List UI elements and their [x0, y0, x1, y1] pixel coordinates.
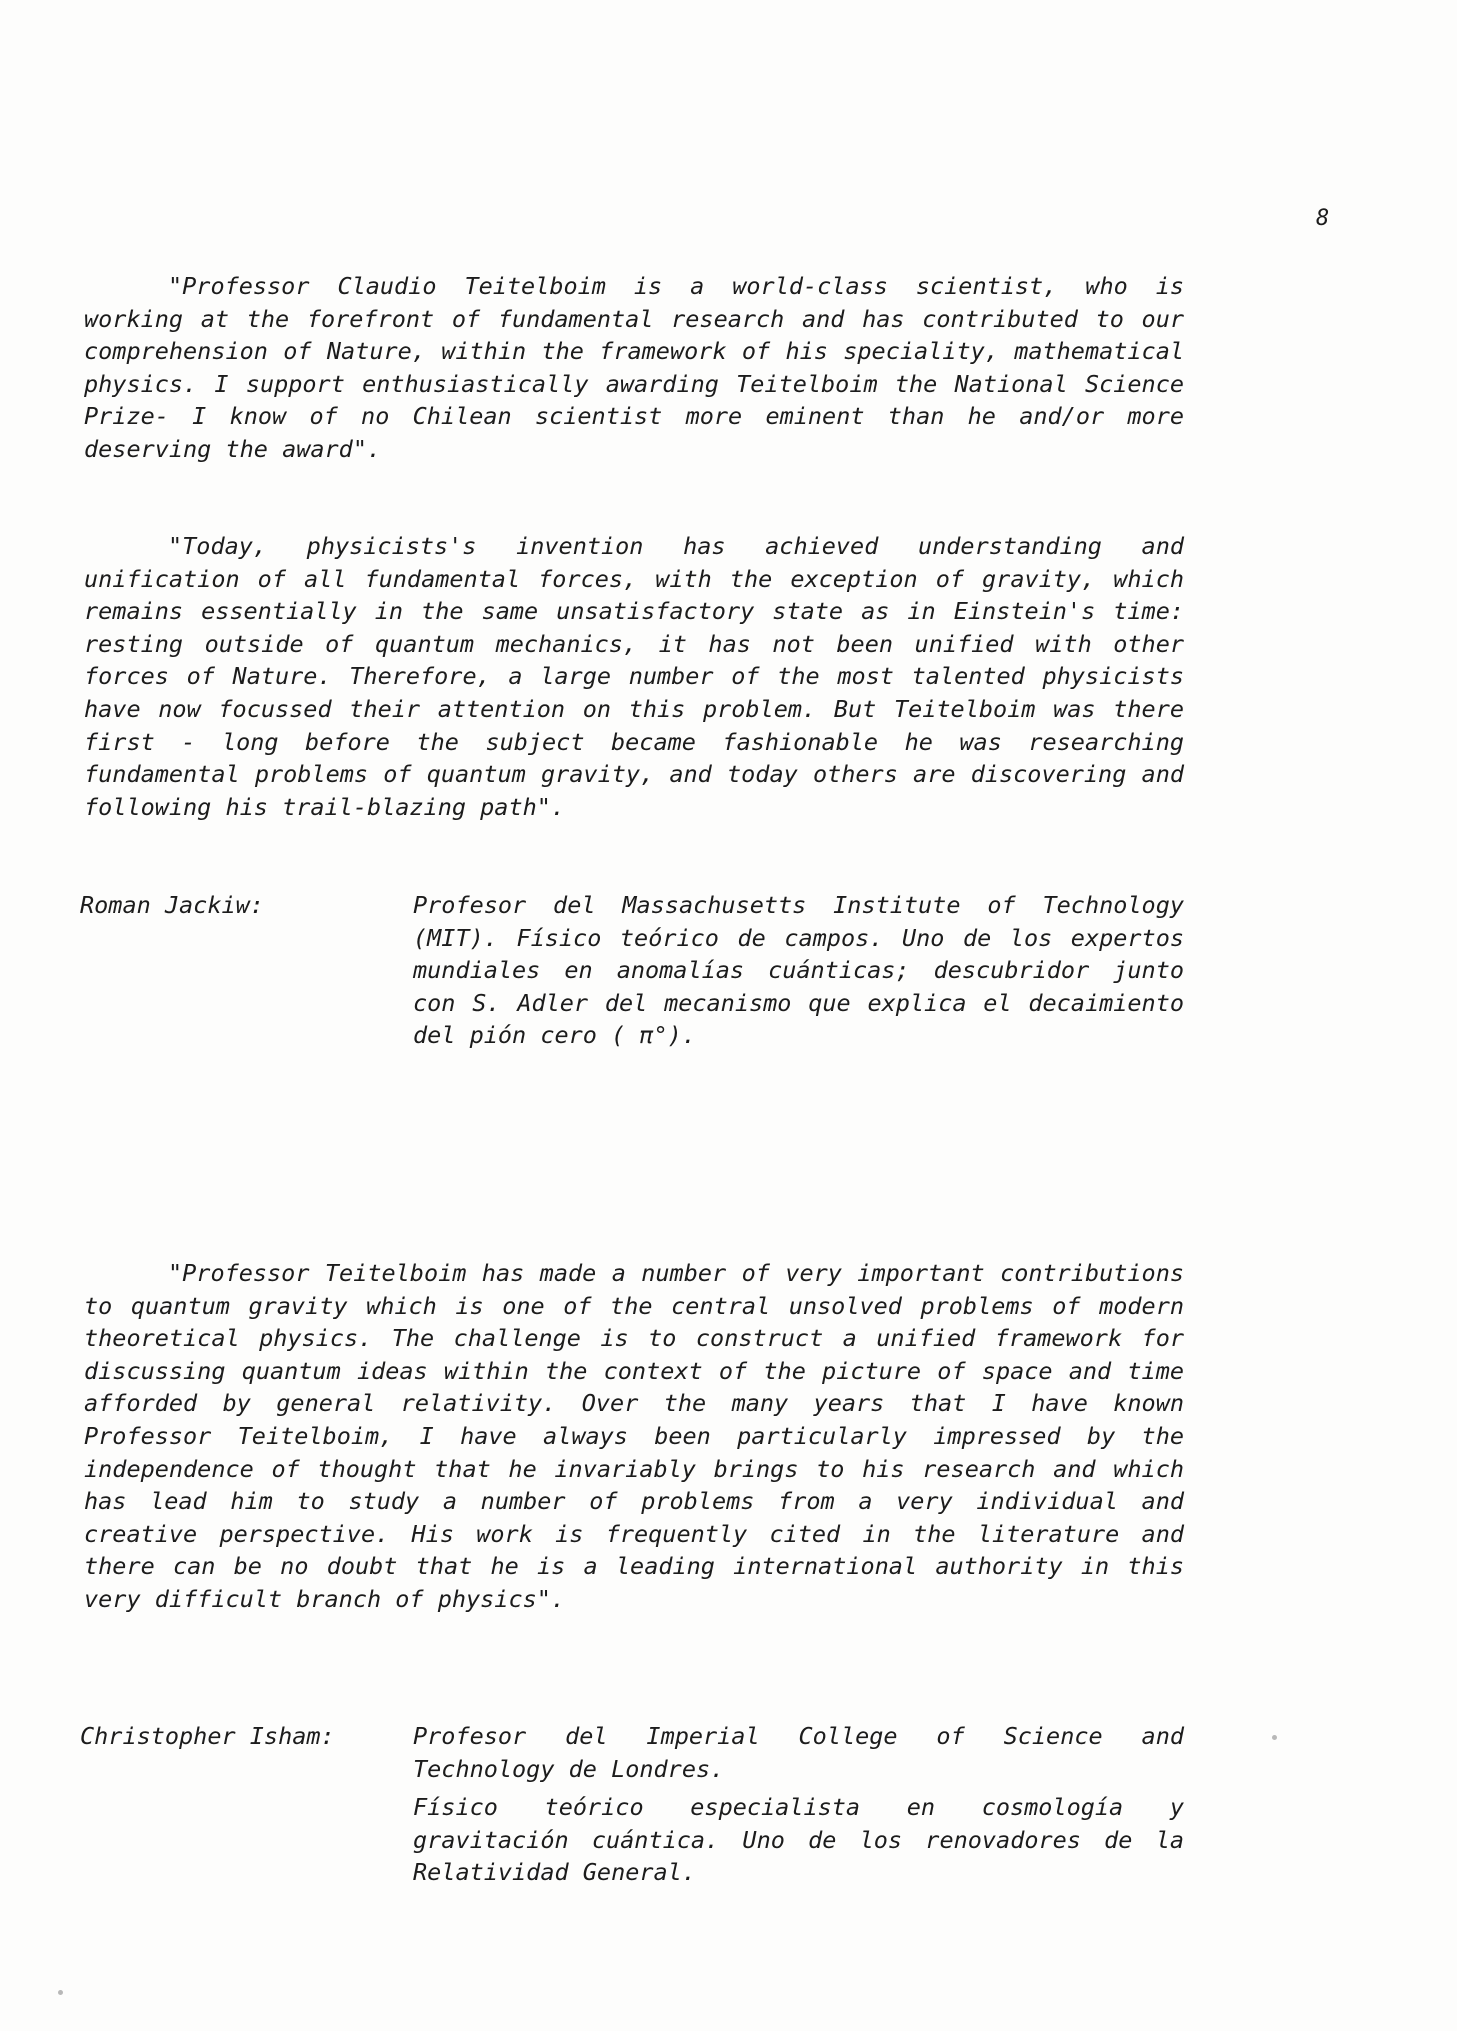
attribution-description-text-2: Físico teórico especialista en cosmología y gravitación cuántica. Uno de los renovadores de la Relatividad General.: [413, 1793, 1184, 1887]
attribution-description-text: Profesor del Massachusetts Institute of Technology (MIT). Físico teórico de campos. Uno de los expertos mundiales en anomalías cuánticas; descubridor junto con S. Adler del mecanismo que explica el decaimiento del pión cero ( π°).: [413, 891, 1184, 1050]
page-number: 8: [1316, 206, 1331, 231]
scan-speck: [58, 1990, 63, 1995]
quote-paragraph-2: "Today, physicists's invention has achieved understanding and unification of all fundamental forces, with the exception of gravity, which remains essentially in the same unsatisfactory state as in Einstein's time: resting outside of quantum mechanics, it has not been unified with other forces of Nature. Therefore, a large number of the most talented physicists have now focussed their attention on this problem. But Teitelboim was there first - long before the subject became fashionable he was researching fundamental problems of quantum gravity, and today others are discovering and following his trail-blazing path".: [84, 532, 1184, 821]
scan-speck: [1272, 1735, 1277, 1740]
attribution-description-text-1: Profesor del Imperial College of Science and Technology de Londres.: [413, 1722, 1184, 1783]
quote-paragraph-3: "Professor Teitelboim has made a number of very important contributions to quantum gravity which is one of the central unsolved problems of modern theoretical physics. The challenge is to construct a unified framework for discussing quantum ideas within the context of the picture of space and time afforded by general relativity. Over the many years that I have known Professor Teitelboim, I have always been particularly impressed by the independence of thought that he invariably brings to his research and which has lead him to study a number of problems from a very individual and creative perspective. His work is frequently cited in the literature and there can be no doubt that he is a leading international authority in this very difficult branch of physics".: [84, 1259, 1184, 1613]
attribution-description: [413, 1720, 1184, 1889]
attribution-name: Christopher Isham:: [80, 1722, 335, 1750]
attribution-name: Roman Jackiw:: [80, 891, 264, 919]
quote-paragraph-1: "Professor Claudio Teitelboim is a world-class scientist, who is working at the forefront of fundamental research and has contributed to our comprehension of Nature, within the framework of his speciality, mathematical physics. I support enthusiastically awarding Teitelboim the National Science Prize- I know of no Chilean scientist more eminent than he and/or more deserving the award".: [84, 272, 1184, 463]
attribution-description: [413, 889, 1184, 1052]
